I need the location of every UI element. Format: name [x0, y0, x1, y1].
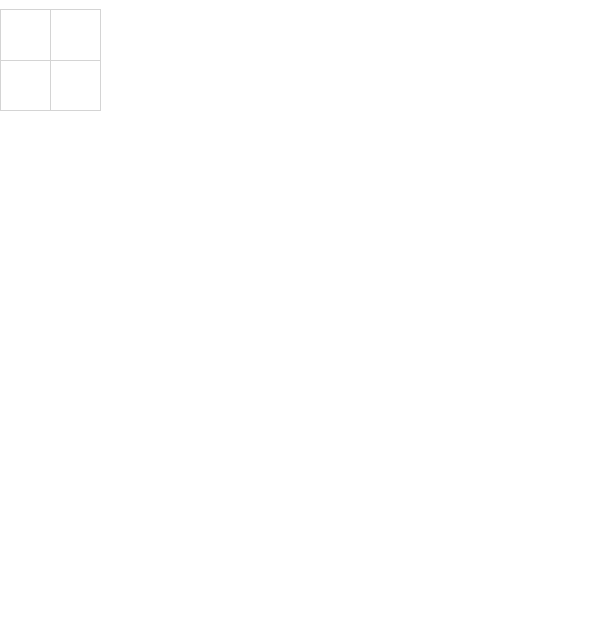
corner-cell [51, 61, 101, 111]
corner-cell [1, 10, 51, 61]
column-pictogram-row [1, 10, 601, 61]
column-header-row [1, 61, 601, 111]
corner-cell [1, 61, 51, 111]
compatibility-table [0, 9, 601, 111]
corner-cell [51, 10, 101, 61]
